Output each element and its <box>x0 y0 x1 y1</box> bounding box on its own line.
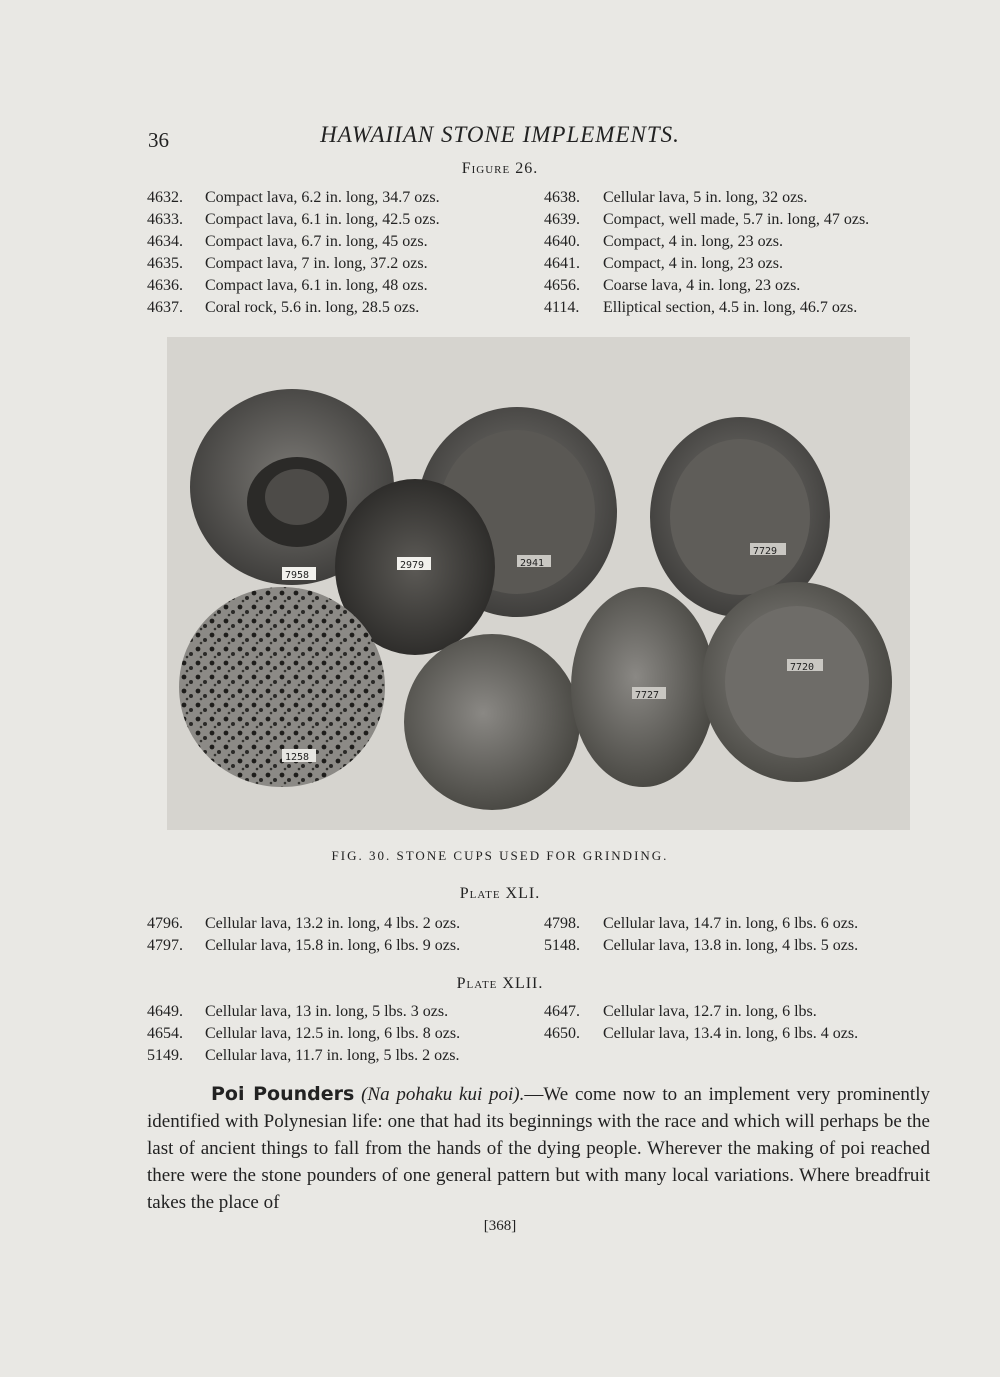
plate-41-right-list <box>544 913 858 957</box>
stone-cups-photograph <box>167 337 910 830</box>
plate-42-right-list <box>544 1001 858 1045</box>
list-item: 4634. Compact lava, 6.7 in. long, 45 ozs. <box>147 233 428 250</box>
figure-caption: FIG. 30. STONE CUPS USED FOR GRINDING. <box>331 848 669 863</box>
list-item: 4650. Cellular lava, 13.4 in. long, 6 lbs. 4 ozs. <box>544 1025 859 1042</box>
catalog-label: 7958 <box>285 570 310 581</box>
plate-42-left-list <box>147 1001 460 1067</box>
paragraph-text: —We come now to an implement very prominently identified with Polynesian life: one that had its beginnings with the race and which will perhaps be the last of ancient things to fall from the hands of the dying people. Wherever the making of poi reached there were the stone pounders of one general pattern but with many local variations. Where breadfruit takes the place of <box>147 1084 930 1213</box>
catalog-label: 2979 <box>400 560 425 571</box>
catalog-label: 7727 <box>635 690 660 701</box>
stone-cup <box>404 634 580 810</box>
list-item: 4798. Cellular lava, 14.7 in. long, 6 lbs. 6 ozs. <box>544 915 859 932</box>
catalog-label: 2941 <box>520 558 545 569</box>
list-item: 4633. Compact lava, 6.1 in. long, 42.5 ozs. <box>147 211 440 228</box>
list-item: 4638. Cellular lava, 5 in. long, 32 ozs. <box>544 189 808 206</box>
list-item: 4797. Cellular lava, 15.8 in. long, 6 lbs. 9 ozs. <box>147 937 461 954</box>
body-paragraph <box>147 1081 930 1216</box>
list-item: 5148. Cellular lava, 13.8 in. long, 4 lbs. 5 ozs. <box>544 937 859 954</box>
list-item: 4649. Cellular lava, 13 in. long, 5 lbs. 3 ozs. <box>147 1003 449 1020</box>
plate-41-left-list <box>147 913 460 957</box>
hawaiian-term: (Na pohaku kui poi). <box>361 1084 525 1105</box>
list-item: 4636. Compact lava, 6.1 in. long, 48 ozs. <box>147 277 428 294</box>
list-item: 4796. Cellular lava, 13.2 in. long, 4 lbs. 2 ozs. <box>147 915 461 932</box>
catalog-label: 7720 <box>790 662 815 673</box>
list-item: 5149. Cellular lava, 11.7 in. long, 5 lbs. 2 ozs. <box>147 1047 460 1064</box>
list-item: 4640. Compact, 4 in. long, 23 ozs. <box>544 233 783 250</box>
catalog-label: 1258 <box>285 752 310 763</box>
list-item: 4654. Cellular lava, 12.5 in. long, 6 lbs. 8 ozs. <box>147 1025 461 1042</box>
figure-26-left-list <box>147 187 440 319</box>
plate-42-heading: Plate XLII. <box>456 975 544 992</box>
page-number: 36 <box>148 128 169 152</box>
list-item: 4637. Coral rock, 5.6 in. long, 28.5 ozs. <box>147 299 420 316</box>
list-item: 4656. Coarse lava, 4 in. long, 23 ozs. <box>544 277 801 294</box>
list-item: 4641. Compact, 4 in. long, 23 ozs. <box>544 255 783 272</box>
footer-page-reference: [368] <box>483 1218 517 1234</box>
list-item: 4114. Elliptical section, 4.5 in. long, 46.7 ozs. <box>544 299 858 316</box>
plate-41-heading: Plate XLI. <box>459 885 541 902</box>
catalog-label: 7729 <box>753 546 778 557</box>
list-item: 4632. Compact lava, 6.2 in. long, 34.7 ozs. <box>147 189 440 206</box>
figure-26-right-list <box>544 187 869 319</box>
section-lead: Poi Pounders <box>211 1083 355 1105</box>
list-item: 4639. Compact, well made, 5.7 in. long, 47 ozs. <box>544 211 870 228</box>
figure-26-heading: Figure 26. <box>461 160 539 177</box>
list-item: 4647. Cellular lava, 12.7 in. long, 6 lbs. <box>544 1003 817 1020</box>
running-title: HAWAIIAN STONE IMPLEMENTS. <box>320 122 680 147</box>
list-item: 4635. Compact lava, 7 in. long, 37.2 ozs. <box>147 255 428 272</box>
